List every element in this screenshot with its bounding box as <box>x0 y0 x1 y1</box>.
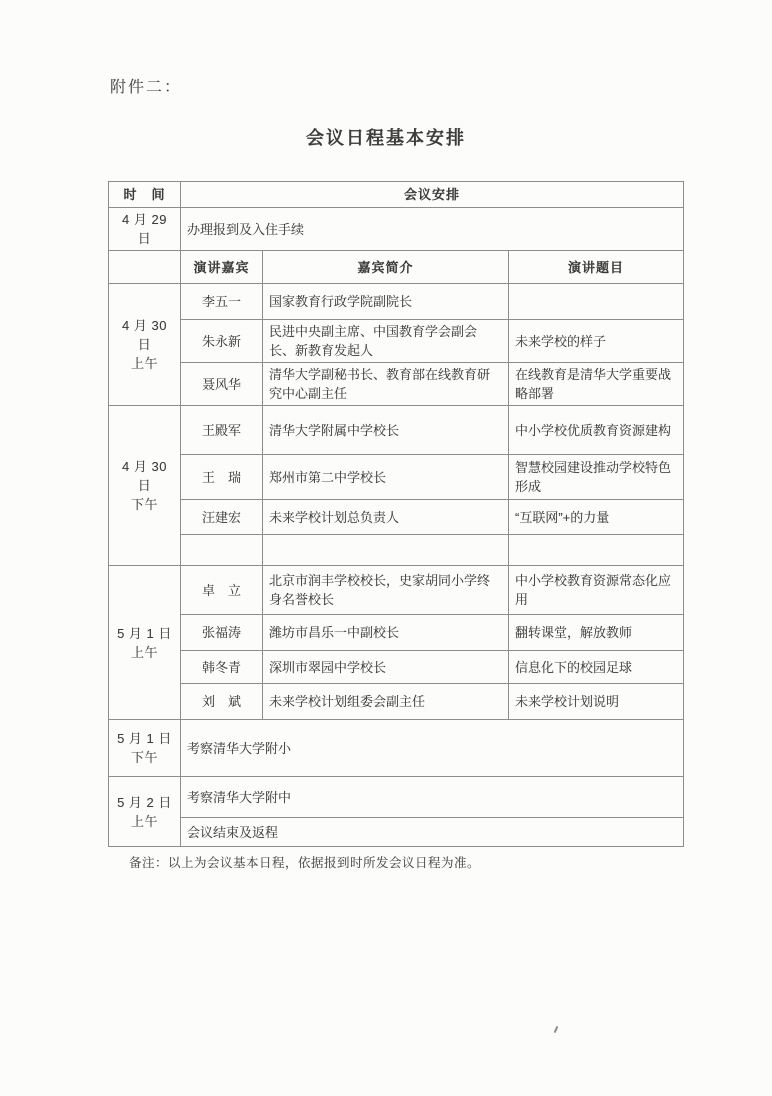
attachment-label: 附件二： <box>110 79 183 96</box>
date-line2: 上午 <box>130 813 158 829</box>
speaker-cell: 王 瑞 <box>181 455 263 500</box>
topic-cell <box>509 284 684 320</box>
topic-cell: 中小学校教育资源常态化应用 <box>509 566 684 615</box>
intro-cell: 未来学校计划组委会副主任 <box>263 684 509 720</box>
empty-cell <box>109 251 181 284</box>
speaker-cell: 卓 立 <box>181 566 263 615</box>
date-line2: 上午 <box>130 356 158 371</box>
sub-header-speaker: 演讲嘉宾 <box>181 251 263 284</box>
intro-cell: 清华大学副秘书长、教育部在线教育研究中心副主任 <box>263 363 509 406</box>
activity-cell: 办理报到及入住手续 <box>181 208 684 251</box>
date-cell <box>109 777 181 847</box>
date-line1: 5 月 1 日 <box>117 731 172 746</box>
topic-cell: “互联网”+的力量 <box>509 500 684 535</box>
activity-cell: 考察清华大学附小 <box>181 720 684 777</box>
footnote: 备注：以上为会议基本日程，依据报到时所发会议日程为准。 <box>129 856 481 870</box>
topic-cell: 智慧校园建设推动学校特色形成 <box>509 455 684 500</box>
table-row <box>109 455 684 500</box>
col-header-time: 时 间 <box>109 182 181 208</box>
sub-header-intro: 嘉宾简介 <box>263 251 509 284</box>
intro-cell: 国家教育行政学院副院长 <box>263 284 509 320</box>
topic-cell: 未来学校的样子 <box>509 320 684 363</box>
table-row <box>109 720 684 777</box>
table-row <box>109 566 684 615</box>
table-row <box>109 363 684 406</box>
date-line2: 下午 <box>130 497 158 512</box>
table-row <box>109 818 684 847</box>
date-cell <box>109 284 181 406</box>
topic-cell: 在线教育是清华大学重要战略部署 <box>509 363 684 406</box>
speaker-cell <box>181 535 263 566</box>
table-row <box>109 777 684 818</box>
scan-speckle <box>554 1026 559 1033</box>
sub-header-topic: 演讲题目 <box>509 251 684 284</box>
topic-cell: 翻转课堂，解放教师 <box>509 615 684 651</box>
schedule-table <box>108 181 684 847</box>
speaker-cell: 韩冬青 <box>181 651 263 684</box>
col-header-arrangement: 会议安排 <box>181 182 684 208</box>
table-row <box>109 182 684 208</box>
intro-cell: 郑州市第二中学校长 <box>263 455 509 500</box>
activity-cell: 会议结束及返程 <box>181 818 684 847</box>
table-row <box>109 615 684 651</box>
date-cell <box>109 566 181 720</box>
date-line1: 5 月 1 日 <box>117 625 172 641</box>
date-cell: 4 月 29 日 <box>109 208 181 251</box>
intro-cell: 未来学校计划总负责人 <box>263 500 509 535</box>
intro-cell <box>263 535 509 566</box>
speaker-cell: 朱永新 <box>181 320 263 363</box>
date-line1: 4 月 30 日 <box>122 459 167 493</box>
table-row <box>109 208 684 251</box>
topic-cell: 未来学校计划说明 <box>509 684 684 720</box>
table-row <box>109 684 684 720</box>
table-row <box>109 406 684 455</box>
speaker-cell: 张福涛 <box>181 615 263 651</box>
date-line2: 上午 <box>130 644 158 660</box>
table-row <box>109 284 684 320</box>
date-line1: 4 月 30 日 <box>122 318 167 352</box>
table-row <box>109 320 684 363</box>
topic-cell <box>509 535 684 566</box>
date-line2: 下午 <box>130 750 158 765</box>
intro-cell: 北京市润丰学校校长，史家胡同小学终身名誉校长 <box>263 566 509 615</box>
speaker-cell: 聂风华 <box>181 363 263 406</box>
date-line1: 5 月 2 日 <box>117 794 172 810</box>
speaker-cell: 王殿军 <box>181 406 263 455</box>
page-title: 会议日程基本安排 <box>306 128 466 148</box>
intro-cell: 潍坊市昌乐一中副校长 <box>263 615 509 651</box>
table-row <box>109 251 684 284</box>
speaker-cell: 刘 斌 <box>181 684 263 720</box>
table-row <box>109 500 684 535</box>
date-cell <box>109 720 181 777</box>
date-cell <box>109 406 181 566</box>
topic-cell: 信息化下的校园足球 <box>509 651 684 684</box>
topic-cell: 中小学校优质教育资源建构 <box>509 406 684 455</box>
intro-cell: 民进中央副主席、中国教育学会副会长、新教育发起人 <box>263 320 509 363</box>
table-row <box>109 651 684 684</box>
intro-cell: 深圳市翠园中学校长 <box>263 651 509 684</box>
activity-cell: 考察清华大学附中 <box>181 777 684 818</box>
speaker-cell: 汪建宏 <box>181 500 263 535</box>
table-row <box>109 535 684 566</box>
intro-cell: 清华大学附属中学校长 <box>263 406 509 455</box>
speaker-cell: 李五一 <box>181 284 263 320</box>
